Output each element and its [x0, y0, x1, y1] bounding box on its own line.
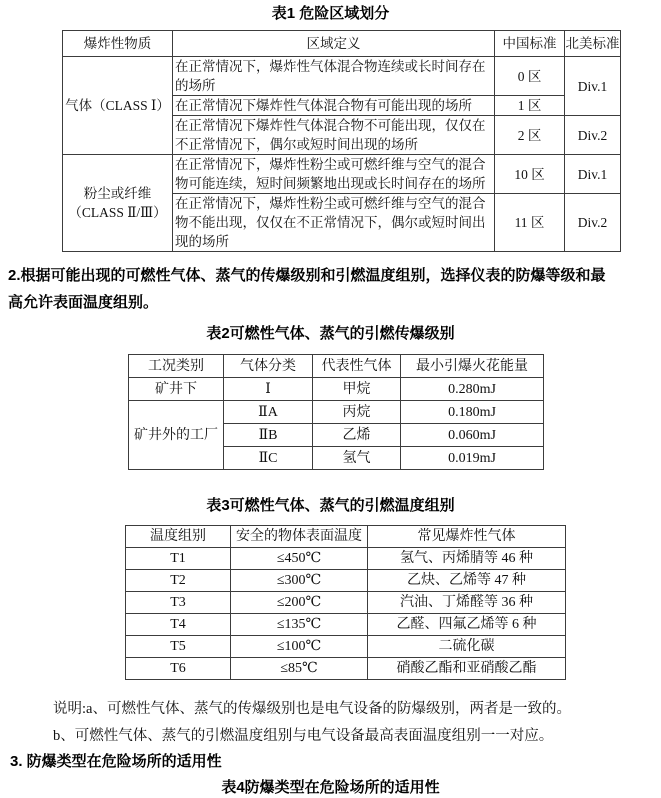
table3-surface-temp-cell: ≤300℃	[231, 570, 368, 592]
table2-energy-cell: 0.280mJ	[401, 378, 544, 401]
table3-gases-cell: 硝酸乙酯和亚硝酸乙酯	[368, 658, 566, 680]
table3-surface-temp-cell: ≤100℃	[231, 636, 368, 658]
table2-header-energy: 最小引爆火花能量	[401, 355, 544, 378]
table3-gases-cell: 二硫化碳	[368, 636, 566, 658]
table1-substance-dust-line1: 粉尘或纤维	[83, 186, 152, 201]
table2-header-gas-class: 气体分类	[224, 355, 313, 378]
section3-heading: 3. 防爆类型在危险场所的适用性	[10, 753, 222, 770]
table3-caption: 表3可燃性气体、蒸气的引燃温度组别	[206, 497, 455, 514]
table3-ignition-temperature-group	[125, 525, 566, 680]
section2-paragraph	[8, 262, 653, 316]
table3-row-t6	[126, 658, 566, 680]
table2-gas-class-cell: Ⅰ	[224, 378, 313, 401]
table3-gases-cell: 乙醛、四氟乙烯等 6 种	[368, 614, 566, 636]
table1-definition-cell: 在正常情况下，爆炸性粉尘或可燃纤维与空气的混合物不能出现，仅仅在不正常情况下，偶尔或短时间出现的场所	[173, 194, 495, 252]
table2-row-iia	[129, 401, 544, 424]
table2-representative-cell: 丙烷	[313, 401, 401, 424]
table1-china-zone: 0 区	[495, 57, 565, 96]
section2-line1: 2.根据可能出现的可燃性气体、蒸气的传爆级别和引燃温度组别，选择仪表的防爆等级和最	[8, 267, 606, 284]
table3-temp-group-cell: T3	[126, 592, 231, 614]
table1-china-zone: 11 区	[495, 194, 565, 252]
table1-definition-cell: 在正常情况下，爆炸性粉尘或可燃纤维与空气的混合物可能连续，短时间频繁地出现或长时间存在的场所	[173, 155, 495, 194]
table3-header-surface-temp: 安全的物体表面温度	[231, 526, 368, 548]
table1-substance-gas: 气体（CLASS Ⅰ）	[63, 57, 173, 155]
table1-substance-dust-line2: （CLASS Ⅱ/Ⅲ）	[68, 205, 167, 220]
table3-temp-group-cell: T2	[126, 570, 231, 592]
table3-row-t2	[126, 570, 566, 592]
table1-definition-cell: 在正常情况下爆炸性气体混合物有可能出现的场所	[173, 96, 495, 116]
table3-header-temp-group: 温度组别	[126, 526, 231, 548]
table3-gases-cell: 汽油、丁烯醛等 36 种	[368, 592, 566, 614]
note-line-a: 说明:a、可燃性气体、蒸气的传爆级别也是电气设备的防爆级别，两者是一致的。	[53, 701, 571, 717]
table2-header-condition: 工况类别	[129, 355, 224, 378]
table1-china-zone: 1 区	[495, 96, 565, 116]
table2-gas-class-cell: ⅡA	[224, 401, 313, 424]
table2-header-representative: 代表性气体	[313, 355, 401, 378]
table1-row-zone0	[63, 57, 621, 96]
table2-representative-cell: 氢气	[313, 447, 401, 470]
table1-header-definition: 区域定义	[173, 31, 495, 57]
table2-row-mine	[129, 378, 544, 401]
table1-na-division: Div.1	[565, 57, 621, 116]
table3-header-row	[126, 526, 566, 548]
table2-ignition-explosion-class	[128, 354, 544, 470]
table2-energy-cell: 0.019mJ	[401, 447, 544, 470]
table1-china-zone: 10 区	[495, 155, 565, 194]
table2-header-row	[129, 355, 544, 378]
table3-gases-cell: 氢气、丙烯腈等 46 种	[368, 548, 566, 570]
table1-definition-cell: 在正常情况下爆炸性气体混合物不可能出现，仅仅在不正常情况下，偶尔或短时间出现的场所	[173, 116, 495, 155]
table1-header-china-standard: 中国标准	[495, 31, 565, 57]
explanatory-notes	[53, 696, 661, 750]
table2-energy-cell: 0.060mJ	[401, 424, 544, 447]
table3-row-t1	[126, 548, 566, 570]
table3-surface-temp-cell: ≤135℃	[231, 614, 368, 636]
table1-header-row	[63, 31, 621, 57]
table3-gases-cell: 乙炔、乙烯等 47 种	[368, 570, 566, 592]
table3-temp-group-cell: T6	[126, 658, 231, 680]
table2-representative-cell: 乙烯	[313, 424, 401, 447]
table2-gas-class-cell: ⅡB	[224, 424, 313, 447]
table1-header-na-standard: 北美标准	[565, 31, 621, 57]
table3-header-common-gases: 常见爆炸性气体	[368, 526, 566, 548]
table3-surface-temp-cell: ≤85℃	[231, 658, 368, 680]
table1-caption: 表1 危险区域划分	[271, 5, 390, 22]
table4-caption: 表4防爆类型在危险场所的适用性	[221, 779, 440, 796]
table3-surface-temp-cell: ≤450℃	[231, 548, 368, 570]
table3-row-t5	[126, 636, 566, 658]
table3-row-t3	[126, 592, 566, 614]
table1-na-division: Div.2	[565, 194, 621, 252]
table1-hazardous-area-classification	[62, 30, 621, 252]
table3-temp-group-cell: T4	[126, 614, 231, 636]
table1-definition-cell: 在正常情况下，爆炸性气体混合物连续或长时间存在的场所	[173, 57, 495, 96]
table2-representative-cell: 甲烷	[313, 378, 401, 401]
table3-temp-group-cell: T5	[126, 636, 231, 658]
table1-header-substance: 爆炸性物质	[63, 31, 173, 57]
table2-condition-mine: 矿井下	[129, 378, 224, 401]
table3-row-t4	[126, 614, 566, 636]
table2-condition-factory: 矿井外的工厂	[129, 401, 224, 470]
table1-china-zone: 2 区	[495, 116, 565, 155]
section2-line2: 高允许表面温度组别。	[8, 294, 159, 311]
table2-gas-class-cell: ⅡC	[224, 447, 313, 470]
table1-na-division: Div.2	[565, 116, 621, 155]
document-page	[0, 4, 661, 796]
table1-row-zone10	[63, 155, 621, 194]
table2-energy-cell: 0.180mJ	[401, 401, 544, 424]
table3-temp-group-cell: T1	[126, 548, 231, 570]
note-line-b: b、可燃性气体、蒸气的引燃温度组别与电气设备最高表面温度组别一一对应。	[53, 728, 554, 744]
table3-surface-temp-cell: ≤200℃	[231, 592, 368, 614]
table2-caption: 表2可燃性气体、蒸气的引燃传爆级别	[206, 325, 455, 342]
table1-na-division: Div.1	[565, 155, 621, 194]
table1-substance-dust	[63, 155, 173, 252]
